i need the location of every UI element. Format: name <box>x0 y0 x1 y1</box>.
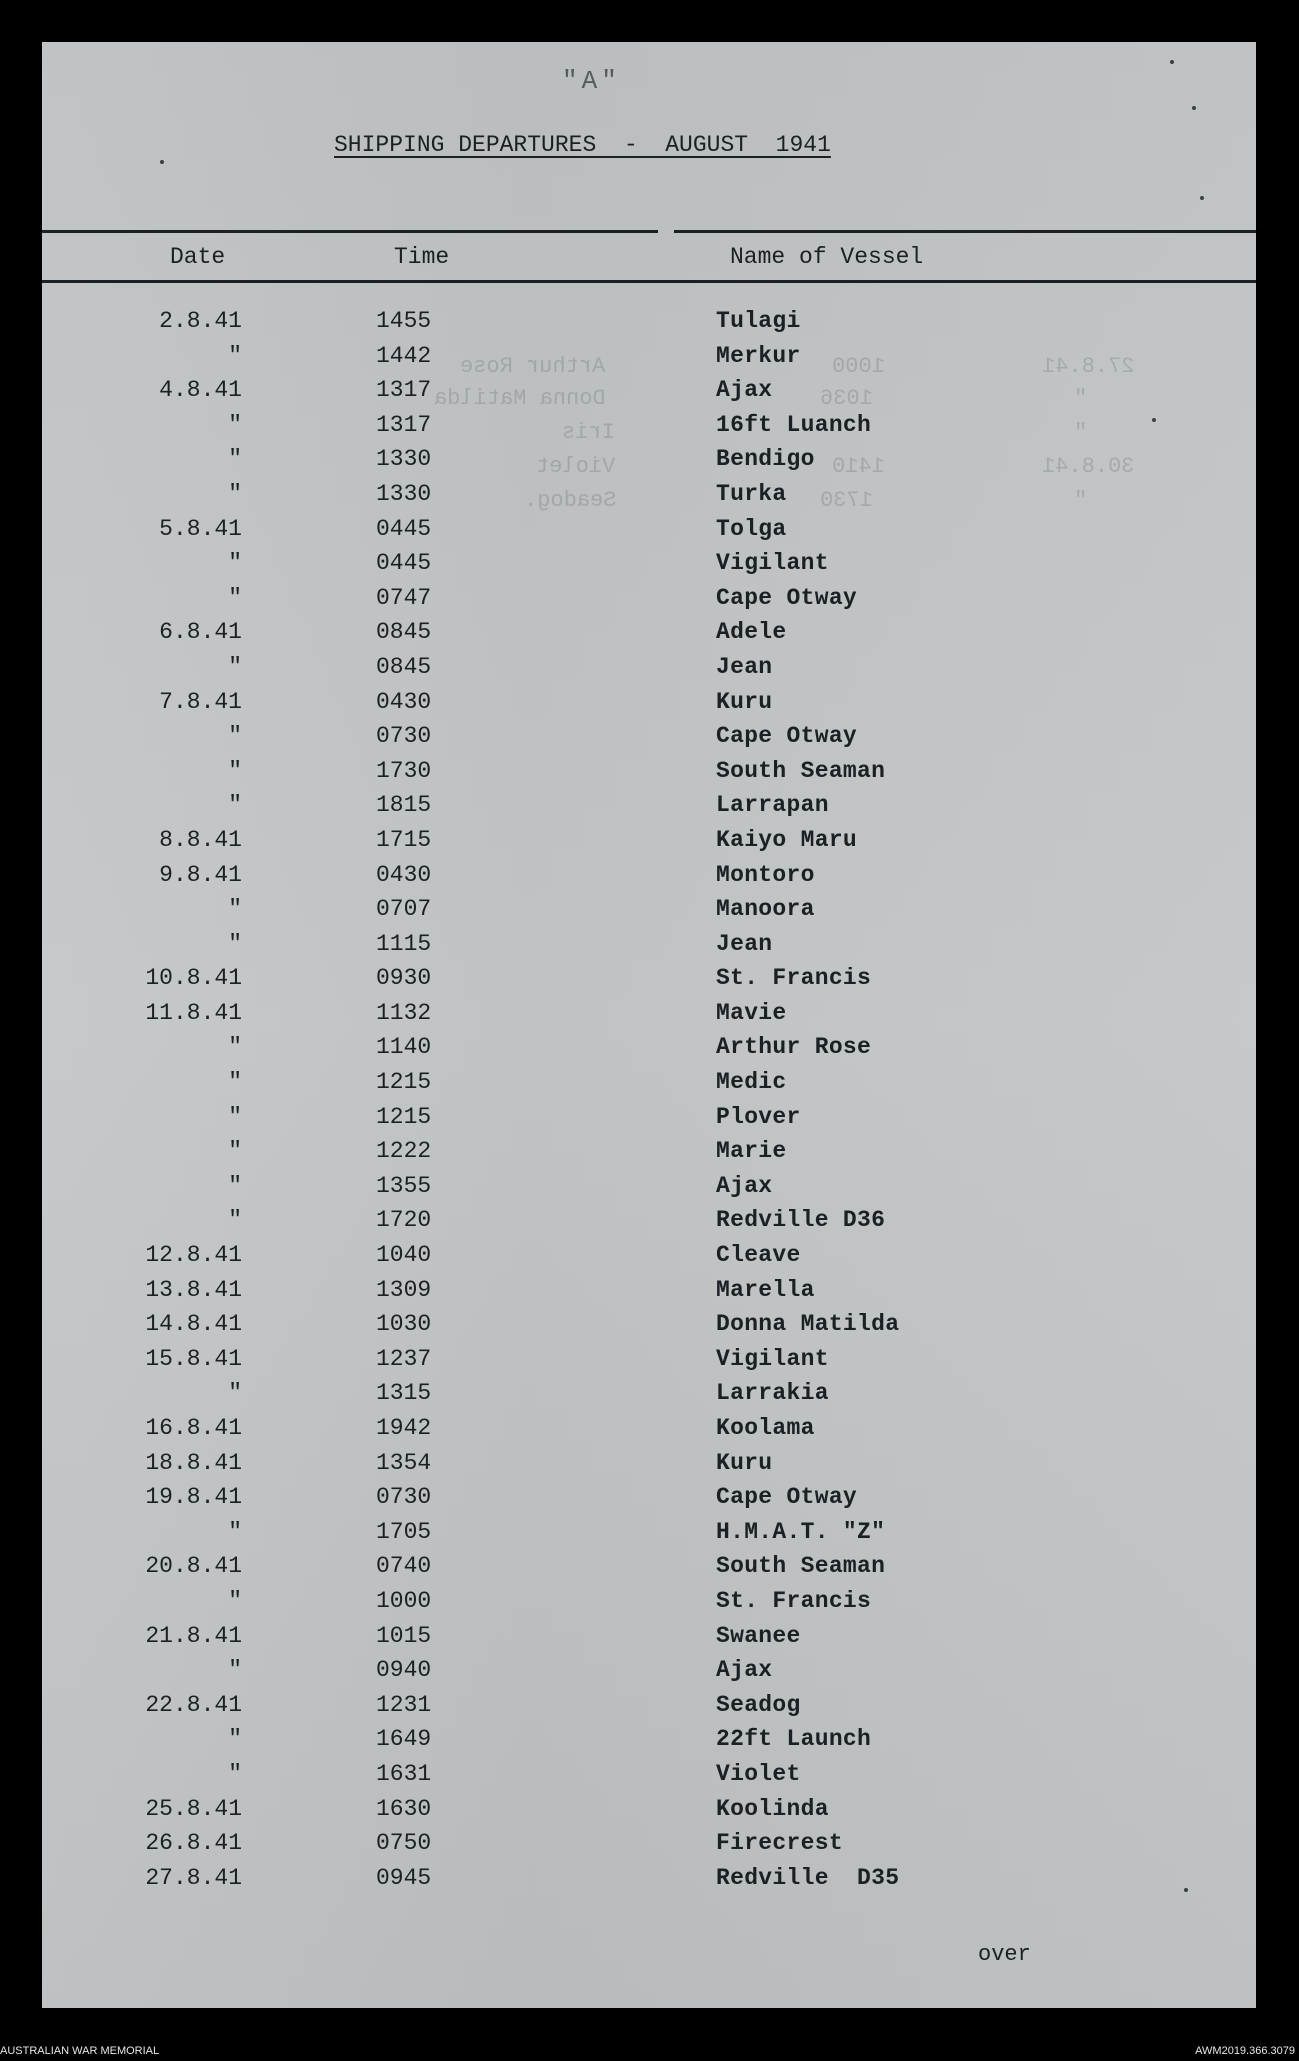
date-cell: 4.8.41 <box>159 377 242 404</box>
time-cell: 0930 <box>376 965 432 992</box>
vessel-cell: Cleave <box>716 1242 801 1269</box>
table-row <box>42 1238 1256 1273</box>
page-mark: "A" <box>562 66 621 96</box>
table-row <box>42 1480 1256 1515</box>
vessel-cell: Larrakia <box>716 1380 829 1407</box>
bleed-through-name: Arthur Rose <box>460 354 606 379</box>
vessel-cell: Kaiyo Maru <box>716 826 858 853</box>
bleed-through-time: 1730 <box>820 488 873 513</box>
date-cell: " <box>228 1657 242 1684</box>
time-cell: 1815 <box>376 792 432 819</box>
continued-over-note: over <box>978 1942 1031 1967</box>
table-row <box>42 892 1256 927</box>
time-cell: 0730 <box>376 723 432 750</box>
paper-speck <box>1170 60 1174 64</box>
date-cell: " <box>228 1380 242 1407</box>
time-cell: 0430 <box>376 688 432 715</box>
table-row <box>42 685 1256 720</box>
table-row <box>42 1100 1256 1135</box>
vessel-cell: Tulagi <box>716 308 801 334</box>
vessel-cell: Donna Matilda <box>716 1311 900 1338</box>
time-cell: 1715 <box>376 826 432 853</box>
table-row <box>42 1342 1256 1377</box>
date-cell: 5.8.41 <box>159 515 242 542</box>
paper-speck <box>160 160 164 164</box>
document-sheet <box>42 42 1256 2008</box>
vessel-cell: Mavie <box>716 999 787 1026</box>
bleed-through-date: " <box>1074 488 1088 513</box>
vessel-cell: 16ft Luanch <box>716 411 872 438</box>
time-cell: 1015 <box>376 1622 432 1649</box>
table-row <box>42 1549 1256 1584</box>
time-cell: 0845 <box>376 619 432 646</box>
date-cell: 14.8.41 <box>145 1311 242 1338</box>
time-cell: 0707 <box>376 896 432 923</box>
table-row <box>42 1584 1256 1619</box>
table-row <box>42 1169 1256 1204</box>
table-row <box>42 1134 1256 1169</box>
date-cell: " <box>228 1518 242 1545</box>
table-row <box>42 304 1256 339</box>
date-cell: " <box>228 480 242 507</box>
time-cell: 1705 <box>376 1518 432 1545</box>
vessel-cell: South Seaman <box>716 1553 886 1580</box>
date-cell: 16.8.41 <box>145 1415 242 1441</box>
time-cell: 1237 <box>376 1345 432 1372</box>
header-top-rule <box>42 230 658 233</box>
table-row <box>42 996 1256 1031</box>
table-row <box>42 373 1256 408</box>
page-title: SHIPPING DEPARTURES - AUGUST 1941 <box>334 132 831 158</box>
date-cell: 9.8.41 <box>159 861 242 888</box>
time-cell: 1630 <box>376 1795 432 1822</box>
table-row <box>42 1446 1256 1481</box>
bleed-through-name: Seadog. <box>524 488 617 513</box>
time-cell: 1040 <box>376 1242 432 1269</box>
vessel-cell: Violet <box>716 1760 801 1787</box>
time-cell: 1730 <box>376 757 432 784</box>
time-cell: 0750 <box>376 1830 432 1857</box>
bleed-through-date: 27.8.41 <box>1042 354 1135 379</box>
vessel-cell: Tolga <box>716 515 787 542</box>
table-row <box>42 1619 1256 1654</box>
table-row <box>42 615 1256 650</box>
table-row <box>42 1411 1256 1446</box>
time-cell: 1309 <box>376 1276 432 1303</box>
vessel-cell: Jean <box>716 930 773 957</box>
vessel-cell: Montoro <box>716 861 815 888</box>
table-row <box>42 961 1256 996</box>
bleed-through-time: 1036 <box>820 386 873 411</box>
date-cell: " <box>228 757 242 784</box>
table-row <box>42 1722 1256 1757</box>
date-cell: " <box>228 896 242 923</box>
header-bottom-rule <box>42 280 1256 283</box>
date-cell: " <box>228 1587 242 1614</box>
time-cell: 1030 <box>376 1311 432 1338</box>
vessel-cell: Cape Otway <box>716 584 858 611</box>
date-cell: " <box>228 446 242 473</box>
vessel-cell: Larrapan <box>716 792 829 819</box>
time-cell: 0730 <box>376 1484 432 1511</box>
vessel-cell: Firecrest <box>716 1830 843 1857</box>
date-cell: " <box>228 1726 242 1753</box>
vessel-cell: Medic <box>716 1069 787 1096</box>
vessel-cell: Marella <box>716 1276 815 1303</box>
table-row <box>42 719 1256 754</box>
date-cell: 27.8.41 <box>145 1864 242 1891</box>
date-cell: " <box>228 550 242 577</box>
bleed-through-time: 1410 <box>832 454 885 479</box>
date-cell: 6.8.41 <box>159 619 242 646</box>
table-row <box>42 581 1256 616</box>
time-cell: 0940 <box>376 1657 432 1684</box>
vessel-cell: Cape Otway <box>716 1484 858 1511</box>
table-row <box>42 442 1256 477</box>
vessel-cell: Merkur <box>716 342 801 369</box>
date-cell: 2.8.41 <box>159 308 242 334</box>
time-cell: 1455 <box>376 308 432 334</box>
vessel-cell: Kuru <box>716 688 773 715</box>
date-cell: " <box>228 1172 242 1199</box>
date-cell: 25.8.41 <box>145 1795 242 1822</box>
date-cell: 18.8.41 <box>145 1449 242 1476</box>
vessel-cell: Ajax <box>716 1172 773 1199</box>
vessel-cell: Cape Otway <box>716 723 858 750</box>
table-row <box>42 546 1256 581</box>
vessel-cell: Bendigo <box>716 446 815 473</box>
vessel-cell: Koolama <box>716 1415 815 1441</box>
date-cell: 13.8.41 <box>145 1276 242 1303</box>
column-header-time: Time <box>394 244 450 270</box>
vessel-cell: 22ft Launch <box>716 1726 872 1753</box>
date-cell: " <box>228 342 242 369</box>
table-row <box>42 823 1256 858</box>
date-cell: 11.8.41 <box>145 999 242 1026</box>
table-row <box>42 1688 1256 1723</box>
time-cell: 1315 <box>376 1380 432 1407</box>
date-cell: " <box>228 792 242 819</box>
time-cell: 1115 <box>376 930 432 957</box>
paper-speck <box>1192 106 1196 110</box>
time-cell: 0740 <box>376 1553 432 1580</box>
table-row <box>42 1861 1256 1896</box>
table-row <box>42 650 1256 685</box>
column-header-date: Date <box>170 244 226 270</box>
departures-table <box>42 304 1256 1895</box>
column-header-vessel: Name of Vessel <box>730 244 924 270</box>
date-cell: 15.8.41 <box>145 1345 242 1372</box>
paper-speck <box>1152 418 1156 422</box>
vessel-cell: H.M.A.T. "Z" <box>716 1518 886 1545</box>
table-row <box>42 1273 1256 1308</box>
date-cell: " <box>228 1138 242 1165</box>
time-cell: 0945 <box>376 1864 432 1891</box>
vessel-cell: Redville D35 <box>716 1864 900 1891</box>
date-cell: 7.8.41 <box>159 688 242 715</box>
bleed-through-name: Violet <box>536 454 616 479</box>
time-cell: 1231 <box>376 1691 432 1718</box>
bleed-through-date: " <box>1074 420 1088 445</box>
table-row <box>42 1792 1256 1827</box>
vessel-cell: Seadog <box>716 1691 801 1718</box>
vessel-cell: St. Francis <box>716 965 872 992</box>
date-cell: " <box>228 1069 242 1096</box>
vessel-cell: Vigilant <box>716 550 829 577</box>
table-row <box>42 1376 1256 1411</box>
date-cell: " <box>228 1207 242 1234</box>
table-row <box>42 477 1256 512</box>
date-cell: " <box>228 930 242 957</box>
date-cell: " <box>228 584 242 611</box>
time-cell: 1355 <box>376 1172 432 1199</box>
table-row <box>42 408 1256 443</box>
date-cell: 20.8.41 <box>145 1553 242 1580</box>
time-cell: 1330 <box>376 446 432 473</box>
bleed-through-date: " <box>1074 386 1088 411</box>
vessel-cell: Redville D36 <box>716 1207 886 1234</box>
table-row <box>42 339 1256 374</box>
vessel-cell: Koolinda <box>716 1795 829 1822</box>
table-row <box>42 1307 1256 1342</box>
vessel-cell: Manoora <box>716 896 815 923</box>
bleed-through-time: 1000 <box>832 354 885 379</box>
paper-speck <box>1200 196 1204 200</box>
table-row <box>42 927 1256 962</box>
table-row <box>42 1515 1256 1550</box>
time-cell: 1442 <box>376 342 432 369</box>
time-cell: 0445 <box>376 515 432 542</box>
time-cell: 1649 <box>376 1726 432 1753</box>
date-cell: 8.8.41 <box>159 826 242 853</box>
date-cell: 26.8.41 <box>145 1830 242 1857</box>
table-row <box>42 858 1256 893</box>
time-cell: 1354 <box>376 1449 432 1476</box>
table-row <box>42 788 1256 823</box>
time-cell: 0747 <box>376 584 432 611</box>
bleed-through-date: 30.8.41 <box>1042 454 1135 479</box>
time-cell: 1720 <box>376 1207 432 1234</box>
vessel-cell: Ajax <box>716 377 773 404</box>
date-cell: " <box>228 1103 242 1130</box>
bleed-through-name: Donna Matilda <box>434 386 606 411</box>
vessel-cell: Jean <box>716 653 773 680</box>
date-cell: " <box>228 1760 242 1787</box>
vessel-cell: Marie <box>716 1138 787 1165</box>
vessel-cell: Adele <box>716 619 787 646</box>
date-cell: " <box>228 1034 242 1061</box>
date-cell: " <box>228 411 242 438</box>
time-cell: 1000 <box>376 1587 432 1614</box>
vessel-cell: Plover <box>716 1103 801 1130</box>
vessel-cell: Arthur Rose <box>716 1034 872 1061</box>
time-cell: 1215 <box>376 1069 432 1096</box>
bleed-through-name: Iris <box>562 420 615 445</box>
time-cell: 0445 <box>376 550 432 577</box>
date-cell: 22.8.41 <box>145 1691 242 1718</box>
vessel-cell: Kuru <box>716 1449 773 1476</box>
time-cell: 1222 <box>376 1138 432 1165</box>
vessel-cell: St. Francis <box>716 1587 872 1614</box>
time-cell: 1317 <box>376 377 432 404</box>
date-cell: 21.8.41 <box>145 1622 242 1649</box>
footer-accession-number: AWM2019.366.3079 <box>1195 2045 1295 2057</box>
table-row <box>42 1653 1256 1688</box>
table-row <box>42 1065 1256 1100</box>
table-row <box>42 754 1256 789</box>
time-cell: 0845 <box>376 653 432 680</box>
time-cell: 1132 <box>376 999 432 1026</box>
time-cell: 0430 <box>376 861 432 888</box>
vessel-cell: Turka <box>716 480 787 507</box>
paper-speck <box>1184 1888 1188 1892</box>
time-cell: 1140 <box>376 1034 432 1061</box>
header-top-rule-right <box>674 230 1256 233</box>
time-cell: 1942 <box>376 1415 432 1441</box>
table-row <box>42 1203 1256 1238</box>
table-row <box>42 1030 1256 1065</box>
date-cell: 12.8.41 <box>145 1242 242 1269</box>
time-cell: 1631 <box>376 1760 432 1787</box>
date-cell: 10.8.41 <box>145 965 242 992</box>
table-row <box>42 512 1256 547</box>
vessel-cell: Ajax <box>716 1657 773 1684</box>
vessel-cell: Swanee <box>716 1622 801 1649</box>
time-cell: 1215 <box>376 1103 432 1130</box>
vessel-cell: Vigilant <box>716 1345 829 1372</box>
vessel-cell: South Seaman <box>716 757 886 784</box>
time-cell: 1317 <box>376 411 432 438</box>
time-cell: 1330 <box>376 480 432 507</box>
date-cell: " <box>228 653 242 680</box>
footer-credit: AUSTRALIAN WAR MEMORIAL <box>0 2045 160 2057</box>
date-cell: " <box>228 723 242 750</box>
table-row <box>42 1826 1256 1861</box>
table-row <box>42 1757 1256 1792</box>
date-cell: 19.8.41 <box>145 1484 242 1511</box>
